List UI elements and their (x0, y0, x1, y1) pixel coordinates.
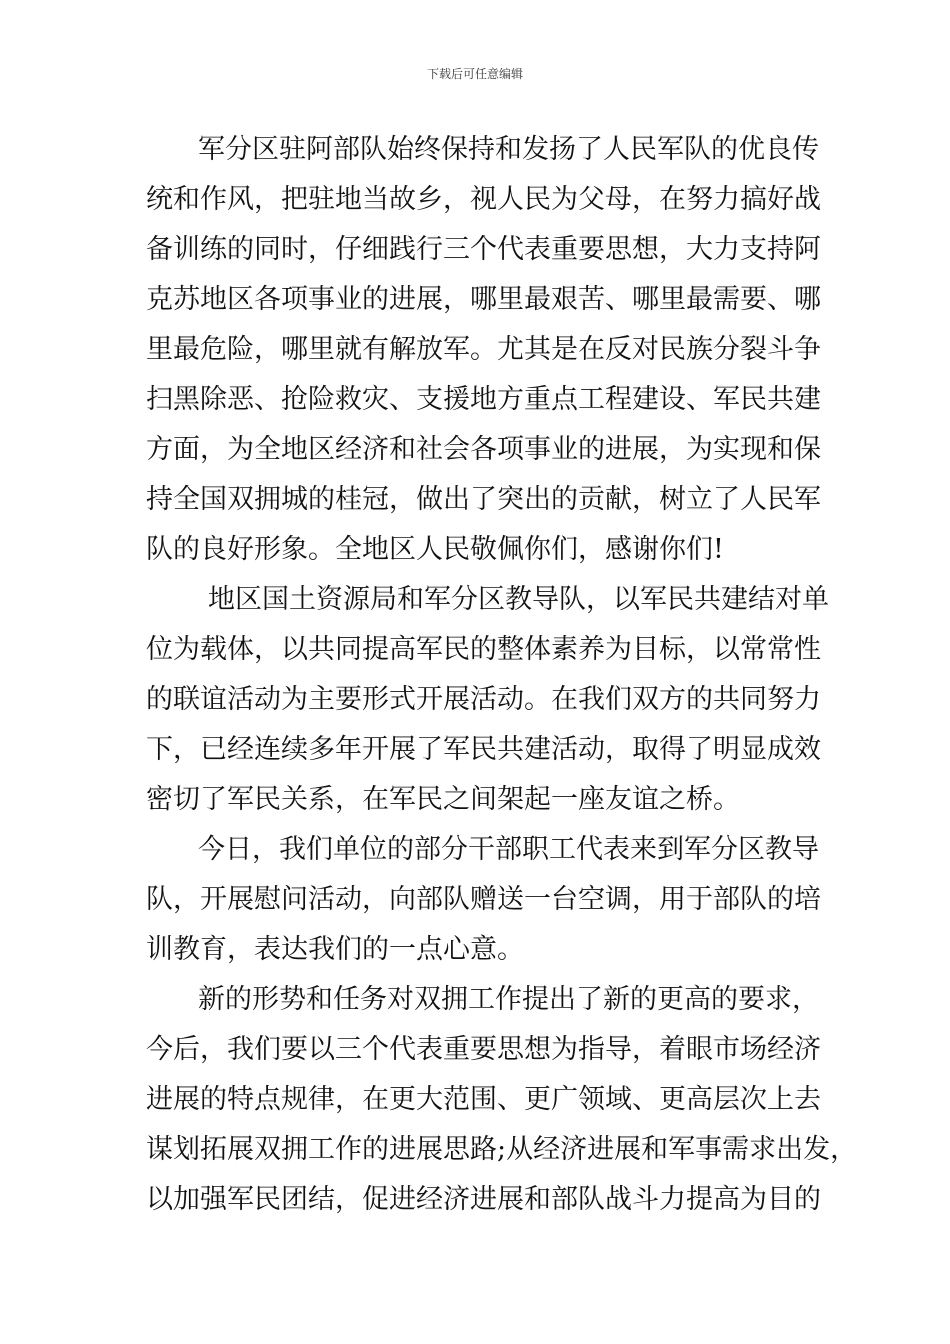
paragraph-line: 密切了军民关系，在军民之间架起一座友谊之桥。 (146, 784, 740, 815)
paragraph-line: 下，已经连续多年开展了军民共建活动，取得了明显成效 (146, 734, 821, 765)
paragraph-line: 扫黑除恶、抢险救灾、支援地方重点工程建设、军民共建 (146, 384, 821, 415)
paragraph-line: 新的形势和任务对双拥工作提出了新的更高的要求， (198, 984, 819, 1015)
paragraph-line: 军分区驻阿部队始终保持和发扬了人民军队的优良传 (198, 134, 819, 165)
paragraph-line: 持全国双拥城的桂冠，做出了突出的贡献，树立了人民军 (146, 484, 821, 515)
paragraph-line: 地区国土资源局和军分区教导队，以军民共建结对单 (208, 584, 829, 615)
paragraph-line: 位为载体，以共同提高军民的整体素养为目标，以常常性 (146, 634, 821, 665)
paragraph-line: 方面，为全地区经济和社会各项事业的进展，为实现和保 (146, 434, 821, 465)
paragraph-line: 的联谊活动为主要形式开展活动。在我们双方的共同努力 (146, 684, 821, 715)
page-header: 下载后可任意编辑 (426, 67, 523, 81)
paragraph-line: 训教育，表达我们的一点心意。 (146, 934, 524, 965)
paragraph-line: 统和作风，把驻地当故乡，视人民为父母，在努力搞好战 (146, 184, 821, 215)
paragraph-line: 克苏地区各项事业的进展，哪里最艰苦、哪里最需要、哪 (146, 284, 821, 315)
paragraph-line: 今日，我们单位的部分干部职工代表来到军分区教导 (198, 834, 819, 865)
paragraph-line: 以加强军民团结，促进经济进展和部队战斗力提高为目的 (146, 1184, 821, 1215)
paragraph-line: 谋划拓展双拥工作的进展思路;从经济进展和军事需求出发， (146, 1134, 858, 1165)
paragraph-line: 进展的特点规律，在更大范围、更广领域、更高层次上去 (146, 1084, 821, 1115)
paragraph-line: 队的良好形象。全地区人民敬佩你们，感谢你们! (146, 534, 724, 565)
paragraph-line: 队，开展慰问活动，向部队赠送一台空调，用于部队的培 (146, 884, 821, 915)
paragraph-line: 里最危险，哪里就有解放军。尤其是在反对民族分裂斗争 (146, 334, 821, 365)
paragraph-line: 今后，我们要以三个代表重要思想为指导，着眼市场经济 (146, 1034, 821, 1065)
paragraph-line: 备训练的同时，仔细践行三个代表重要思想，大力支持阿 (146, 234, 821, 265)
